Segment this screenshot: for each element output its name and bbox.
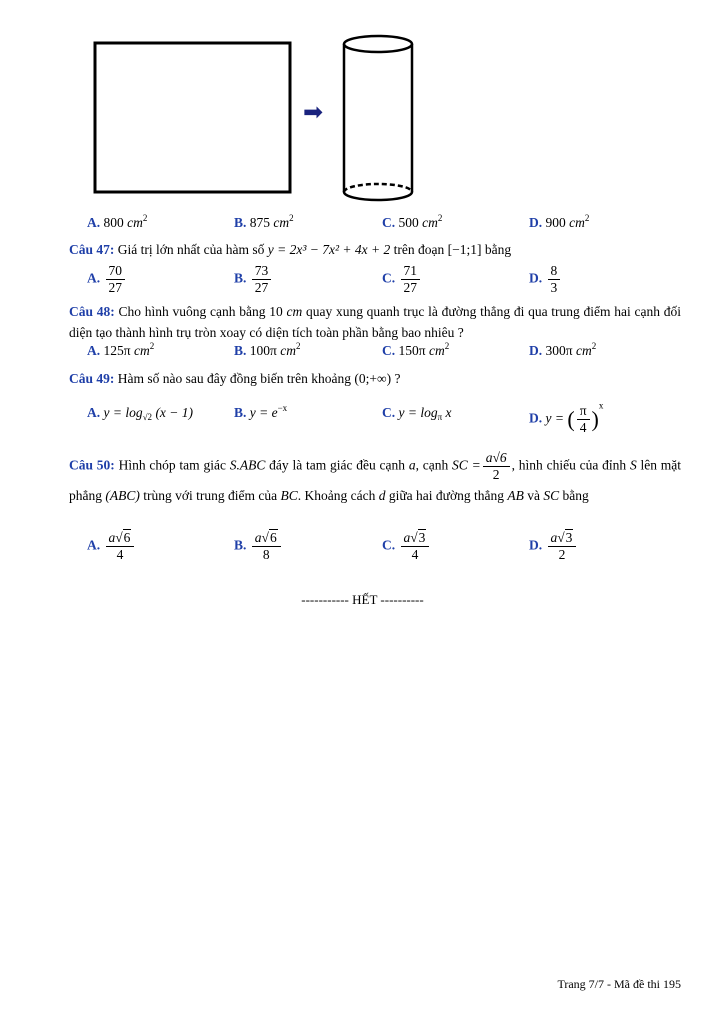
q47-option-b[interactable] xyxy=(234,263,273,296)
fraction-num: a√6 xyxy=(483,450,510,467)
option-exp: 2 xyxy=(437,213,443,223)
question-text: đáy là tam giác đều cạnh xyxy=(269,457,406,473)
option-letter: B. xyxy=(234,537,247,553)
option-letter: D. xyxy=(529,410,543,426)
num-a: a xyxy=(108,530,116,545)
q46-option-a[interactable] xyxy=(87,213,147,233)
question-text: , hình chiếu của đỉnh xyxy=(511,457,627,473)
log-base: √2 xyxy=(142,412,153,422)
option-expr: y = xyxy=(545,410,564,426)
num-radicand: 6 xyxy=(123,530,131,545)
q50-option-c[interactable] xyxy=(382,530,431,563)
option-value: 900 xyxy=(545,215,566,230)
math-term: S.ABC xyxy=(229,457,266,473)
option-unit: cm xyxy=(428,343,445,358)
fraction-den: 4 xyxy=(411,547,419,562)
fraction-num: 71 xyxy=(401,263,421,280)
math-term: d xyxy=(378,488,386,503)
math-term: S xyxy=(629,457,637,473)
question-text: Cho hình vuông cạnh bằng 10 xyxy=(118,304,283,319)
option-letter: A. xyxy=(87,215,101,230)
question-label: Câu 50: xyxy=(69,457,115,473)
option-value: 100π xyxy=(249,343,277,358)
option-value: 875 xyxy=(249,215,271,230)
math-term: (ABC) xyxy=(105,488,140,503)
option-unit: cm xyxy=(273,215,290,230)
unit: cm xyxy=(286,304,303,319)
option-value: 150π xyxy=(398,343,426,358)
option-unit: cm xyxy=(422,215,438,230)
fraction-den: 2 xyxy=(492,467,500,482)
option-unit: cm xyxy=(280,343,296,358)
q46-option-b[interactable] xyxy=(234,213,294,233)
option-value: 500 xyxy=(398,215,419,230)
option-unit: cm xyxy=(575,343,592,358)
option-letter: C. xyxy=(382,215,396,230)
fraction-den: 3 xyxy=(550,280,558,295)
question-text: Hình chóp tam giác xyxy=(118,457,226,473)
question-48 xyxy=(69,301,681,343)
question-text: giữa hai đường thẳng xyxy=(388,488,504,503)
formula: y = 2x³ − 7x² + 4x + 2 xyxy=(267,242,391,257)
question-text: quay xung quanh trục là đường thẳng đi qua trung điểm hai cạnh đối diện tạo thành hình trụ tròn xoay có diện tích toàn phần bằng bao nhiêu ? xyxy=(69,304,682,340)
question-text: bằng xyxy=(562,488,589,503)
paren-open: ( xyxy=(567,406,575,432)
fraction xyxy=(106,263,126,296)
q49-option-b[interactable] xyxy=(234,403,287,423)
option-letter: C. xyxy=(382,270,396,286)
q48-option-a[interactable] xyxy=(87,341,154,361)
question-text: Giá trị lớn nhất của hàm số xyxy=(117,242,265,257)
option-letter: B. xyxy=(234,405,247,420)
option-expr: y = e xyxy=(249,405,278,420)
fraction-num: a√6 xyxy=(252,530,281,547)
option-arg: (x − 1) xyxy=(155,405,194,420)
math-term: a xyxy=(408,457,416,473)
question-47 xyxy=(69,239,681,260)
q47-option-a[interactable] xyxy=(87,263,127,296)
fraction xyxy=(401,530,430,563)
fraction-num: 70 xyxy=(106,263,126,280)
fraction xyxy=(106,530,135,563)
question-text: Hàm số nào sau đây đồng biến trên khoảng xyxy=(117,371,351,386)
option-letter: A. xyxy=(87,343,101,358)
interval: [−1;1] xyxy=(447,242,482,257)
option-exp: 2 xyxy=(149,341,155,351)
cylinder-bottom-back xyxy=(344,184,412,192)
log-base: π xyxy=(437,412,443,422)
question-text: trên đoạn xyxy=(393,242,445,257)
square-shape xyxy=(95,43,290,192)
cylinder-bottom-front xyxy=(344,192,412,200)
fraction xyxy=(548,530,577,563)
fraction-num: a√6 xyxy=(106,530,135,547)
question-text: ? xyxy=(394,371,401,386)
question-text: . Khoảng cách xyxy=(297,488,376,503)
option-value: 800 xyxy=(103,215,124,230)
fraction-den: 27 xyxy=(254,280,269,295)
num-radicand: 6 xyxy=(269,530,277,545)
fraction-num: 8 xyxy=(548,263,561,280)
option-exp: −x xyxy=(277,403,288,413)
q47-option-c[interactable] xyxy=(382,263,422,296)
option-unit: cm xyxy=(133,343,150,358)
option-letter: D. xyxy=(529,537,543,553)
question-label: Câu 49: xyxy=(69,371,115,386)
q50-option-a[interactable] xyxy=(87,530,136,563)
option-expr: y = log xyxy=(103,405,143,420)
q48-option-b[interactable] xyxy=(234,341,300,361)
question-text: lên mặt phẳng xyxy=(69,457,682,503)
fraction xyxy=(483,450,510,483)
option-letter: B. xyxy=(234,343,247,358)
q49-option-c[interactable] xyxy=(382,403,452,423)
option-value: 125π xyxy=(103,343,131,358)
question-text: , cạnh xyxy=(415,457,449,473)
num-radicand: 3 xyxy=(565,530,573,545)
math-term: SC xyxy=(543,488,560,503)
fraction-den: 2 xyxy=(558,547,566,562)
q48-option-c[interactable] xyxy=(382,341,449,361)
option-exp: 2 xyxy=(295,341,301,351)
q50-option-d[interactable] xyxy=(529,530,578,563)
fraction-num: π xyxy=(577,403,590,420)
fraction-den: 4 xyxy=(116,547,124,562)
q49-option-a[interactable] xyxy=(87,403,193,423)
option-exp: 2 xyxy=(584,213,590,223)
q48-option-d[interactable] xyxy=(529,341,596,361)
option-exp: x xyxy=(598,400,604,411)
option-letter: A. xyxy=(87,270,101,286)
question-text: trùng với trung điểm của xyxy=(143,488,278,503)
option-expr: y = log xyxy=(398,405,438,420)
question-text: bằng xyxy=(484,242,512,257)
num-a: a xyxy=(550,530,558,545)
math-term: AB xyxy=(507,488,524,503)
fraction-num: a√3 xyxy=(401,530,430,547)
option-unit: cm xyxy=(127,215,143,230)
option-letter: C. xyxy=(382,405,396,420)
option-value: 300π xyxy=(545,343,573,358)
fraction xyxy=(252,263,272,296)
option-letter: B. xyxy=(234,270,247,286)
option-letter: D. xyxy=(529,343,543,358)
option-letter: D. xyxy=(529,270,543,286)
option-exp: 2 xyxy=(591,341,597,351)
question-text: và xyxy=(527,488,540,503)
fraction-num: a√3 xyxy=(548,530,577,547)
interval: (0;+∞) xyxy=(354,371,392,386)
fraction-den: 8 xyxy=(262,547,270,562)
option-letter: D. xyxy=(529,215,543,230)
paren-close: ) xyxy=(591,406,599,432)
fraction-den: 27 xyxy=(108,280,122,295)
fraction xyxy=(252,530,281,563)
question-49 xyxy=(69,368,681,389)
fraction-den: 4 xyxy=(579,420,587,435)
cylinder-top-ellipse xyxy=(344,36,412,52)
question-label: Câu 48: xyxy=(69,304,115,319)
option-exp: 2 xyxy=(444,341,450,351)
fraction xyxy=(577,403,590,436)
right-arrow-icon: ➡ xyxy=(303,98,324,126)
fraction-den: 27 xyxy=(403,280,417,295)
option-arg: x xyxy=(445,405,452,420)
option-exp: 2 xyxy=(289,213,294,223)
option-letter: B. xyxy=(234,215,247,230)
option-letter: A. xyxy=(87,405,101,420)
q46-option-d[interactable] xyxy=(529,213,589,233)
num-radicand: 3 xyxy=(418,530,426,545)
q49-option-d[interactable] xyxy=(529,400,604,436)
option-letter: C. xyxy=(382,537,396,553)
option-unit: cm xyxy=(569,215,585,230)
q46-option-c[interactable] xyxy=(382,213,442,233)
fraction-num: 73 xyxy=(252,263,272,280)
option-letter: A. xyxy=(87,537,101,553)
option-letter: C. xyxy=(382,343,396,358)
math-term: SC = xyxy=(452,457,481,473)
fraction xyxy=(548,263,561,296)
end-marker: ----------- HẾT ---------- xyxy=(301,592,424,607)
square-to-cylinder-figure xyxy=(85,30,425,208)
math-term: BC xyxy=(280,488,298,503)
q47-option-d[interactable] xyxy=(529,263,562,296)
page-footer: Trang 7/7 - Mã đề thi 195 xyxy=(557,977,681,991)
question-50 xyxy=(69,450,681,509)
option-exp: 2 xyxy=(142,213,148,223)
question-label: Câu 47: xyxy=(69,242,115,257)
num-a: a xyxy=(403,530,411,545)
q50-option-b[interactable] xyxy=(234,530,283,563)
fraction xyxy=(401,263,421,296)
num-a: a xyxy=(254,530,262,545)
